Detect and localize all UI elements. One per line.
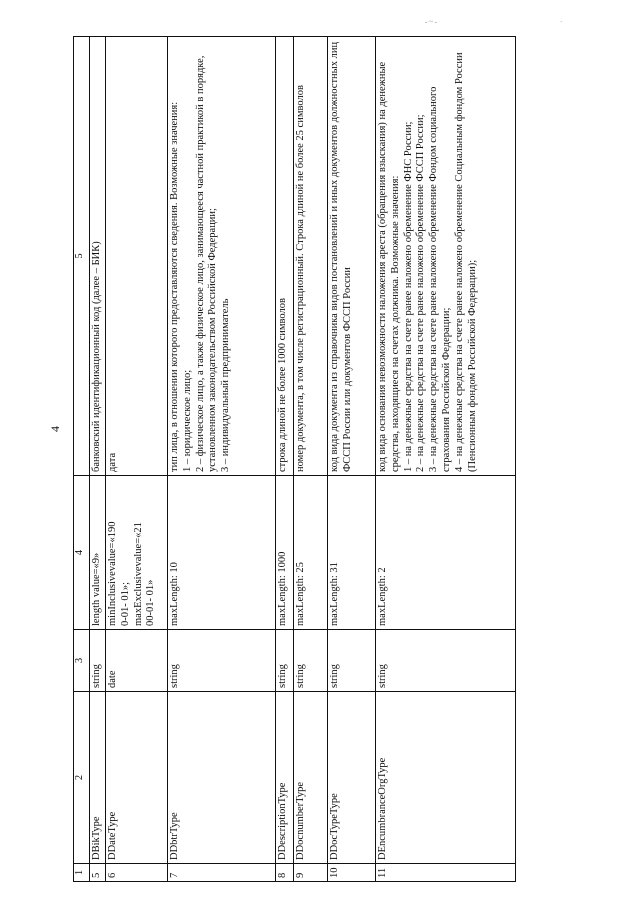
description-cell-line: код вида документа из справочника видов постановлений и иных документов должностных лиц ФССП России или документов ФССП России bbox=[329, 41, 353, 472]
description-cell-line: 1 – на денежные средства на счете ранее наложено обременение ФНС России; bbox=[402, 121, 414, 472]
description-cell-line: номер документа, в том числе регистрационный. Строка длиной не более 25 символов bbox=[295, 85, 306, 472]
header-cell: 3 bbox=[74, 630, 90, 692]
header-cell: 2 bbox=[74, 692, 90, 864]
row-number-cell: 10 bbox=[328, 864, 376, 882]
types-table bbox=[73, 36, 516, 882]
type-name-cell: DBikType bbox=[90, 692, 106, 864]
constraint-cell bbox=[106, 476, 168, 630]
constraint-cell-line: maxLength: 25 bbox=[295, 562, 306, 626]
description-cell bbox=[276, 37, 294, 476]
constraint-cell bbox=[328, 476, 376, 630]
table-row bbox=[276, 37, 294, 882]
header-cell: 4 bbox=[74, 476, 90, 630]
table-row bbox=[376, 37, 516, 882]
table-row bbox=[106, 37, 168, 882]
description-cell bbox=[328, 37, 376, 476]
description-cell-line: банковский идентификационный код (далее – БИК) bbox=[91, 241, 102, 472]
type-name-cell: DDocnumberType bbox=[294, 692, 328, 864]
constraint-cell-line: maxExclusivevalue=«21 bbox=[132, 522, 144, 626]
header-cell: 5 bbox=[74, 37, 90, 476]
scan-mark: - ~ - bbox=[425, 18, 437, 26]
header-cell: 1 bbox=[74, 864, 90, 882]
description-cell-line: код вида основания невозможности наложения ареста (обращения взыскания) на денежные средства, находящиеся на счетах должника. Возможные значения: bbox=[377, 61, 401, 472]
scan-mark: · bbox=[560, 18, 563, 26]
row-number-cell: 7 bbox=[168, 864, 276, 882]
header-row bbox=[74, 37, 90, 882]
description-cell-line: 2 – на денежные средства на счете ранее наложено обременение ФССП России; bbox=[415, 114, 427, 472]
constraint-cell-line: 00-01- 01» bbox=[145, 579, 157, 626]
rotated-table-container bbox=[73, 37, 567, 882]
description-cell bbox=[168, 37, 276, 476]
base-type-cell: string bbox=[276, 630, 294, 692]
page-number: 4 bbox=[48, 426, 62, 432]
description-cell bbox=[294, 37, 328, 476]
type-name-cell: DDocTypeType bbox=[328, 692, 376, 864]
type-name-cell: DEncumbranceOrgType bbox=[376, 692, 516, 864]
constraint-cell bbox=[294, 476, 328, 630]
base-type-cell: string bbox=[376, 630, 516, 692]
constraint-cell bbox=[90, 476, 106, 630]
constraint-cell bbox=[376, 476, 516, 630]
type-name-cell: DDbtrType bbox=[168, 692, 276, 864]
constraint-cell-line: 0-01- 01»; bbox=[119, 581, 131, 626]
description-cell-line: тип лица, в отношении которого предоставляются сведения. Возможные значения: bbox=[169, 101, 180, 472]
description-cell-line: дата bbox=[107, 452, 118, 472]
table-row bbox=[294, 37, 328, 882]
constraint-cell-line: maxLength: 10 bbox=[169, 562, 180, 626]
row-number-cell: 11 bbox=[376, 864, 516, 882]
constraint-cell-line: length value=«9» bbox=[91, 552, 102, 626]
row-number-cell: 8 bbox=[276, 864, 294, 882]
constraint-cell-line: maxLength: 2 bbox=[377, 567, 388, 626]
constraint-cell bbox=[276, 476, 294, 630]
type-name-cell: DDescriptionType bbox=[276, 692, 294, 864]
description-cell bbox=[90, 37, 106, 476]
base-type-cell: string bbox=[328, 630, 376, 692]
constraint-cell-line: maxLength: 31 bbox=[329, 562, 340, 626]
table-row bbox=[168, 37, 276, 882]
table-row bbox=[90, 37, 106, 882]
description-cell-line: строка длиной не более 1000 символов bbox=[277, 298, 288, 472]
row-number-cell: 6 bbox=[106, 864, 168, 882]
constraint-cell-line: minInclusivevalue=«190 bbox=[107, 521, 118, 626]
description-cell-line: 4 – на денежные средства на счете ранее наложено обременение Социальным фондом России (Пенсионным фондом Российской Федерации); bbox=[453, 52, 478, 472]
base-type-cell: string bbox=[168, 630, 276, 692]
table-row bbox=[328, 37, 376, 882]
constraint-cell bbox=[168, 476, 276, 630]
type-name-cell: DDateType bbox=[106, 692, 168, 864]
constraint-cell-line: maxLength: 1000 bbox=[277, 551, 288, 626]
description-cell bbox=[376, 37, 516, 476]
base-type-cell: string bbox=[90, 630, 106, 692]
description-cell-line: 1 – юридическое лицо; bbox=[181, 369, 193, 472]
description-cell-line: 3 – индивидуальный предприниматель bbox=[220, 298, 232, 472]
base-type-cell: string bbox=[294, 630, 328, 692]
row-number-cell: 5 bbox=[90, 864, 106, 882]
row-number-cell: 9 bbox=[294, 864, 328, 882]
description-cell-line: 3 – на денежные средства на счете ранее наложено обременение Фондом социального страхования Российской Федерации; bbox=[428, 86, 452, 472]
description-cell bbox=[106, 37, 168, 476]
description-cell-line: 2 – физическое лицо, а также физическое лицо, занимающееся частной практикой в порядке, установленном законодательством Российской Федерации; bbox=[194, 55, 219, 472]
base-type-cell: date bbox=[106, 630, 168, 692]
